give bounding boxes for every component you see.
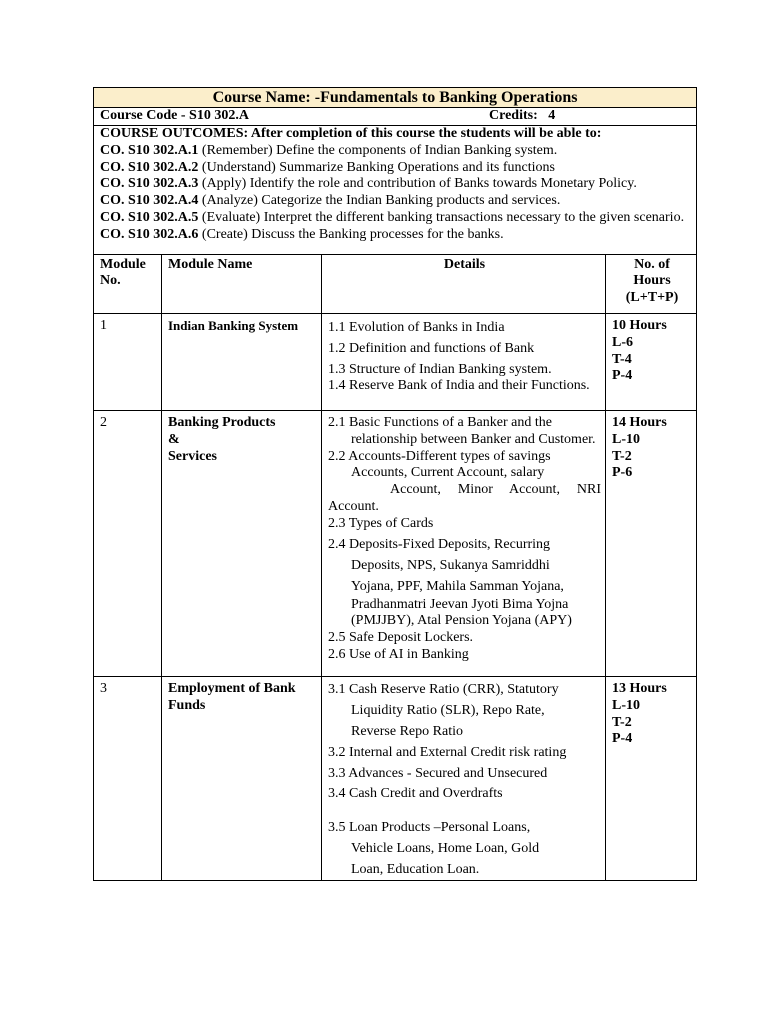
module-hours: 10 Hours L-6 T-4 P-4 [606,313,697,410]
module-details: 1.1 Evolution of Banks in India 1.2 Definition and functions of Bank 1.3 Structure of Indian Banking system. 1.4 Reserve Bank of India and their Functions. [322,313,606,410]
header-module-name: Module Name [162,254,322,313]
header-details: Details [322,254,606,313]
header-module-no: Module No. [94,254,162,313]
table-header-row [94,254,697,313]
module-details: 3.1 Cash Reserve Ratio (CRR), Statutory Liquidity Ratio (SLR), Repo Rate, Reverse Repo Ratio 3.2 Internal and External Credit risk rating 3.3 Advances - Secured and Unsecured 3.4 Cash Credit and Overdrafts 3.5 Loan Products –Personal Loans, Vehicle Loans, Home Loan, Gold Loan, Education Loan. [322,676,606,880]
outcome-item: CO. S10 302.A.4 (Analyze) Categorize the Indian Banking products and services. [100,193,561,209]
module-name: Indian Banking System [162,313,322,410]
course-code-row [94,108,697,126]
outcome-item: CO. S10 302.A.2 (Understand) Summarize Banking Operations and its functions [100,159,555,175]
table-row [94,410,697,676]
outcome-item: CO. S10 302.A.5 (Evaluate) Interpret the different banking transactions necessary to the given scenario. [100,209,685,225]
outcome-item: CO. S10 302.A.3 (Apply) Identify the role and contribution of Banks towards Monetary Policy. [100,176,637,192]
module-no: 1 [94,313,162,410]
module-hours: 14 Hours L-10 T-2 P-6 [606,410,697,676]
module-no: 3 [94,676,162,880]
table-row [94,313,697,410]
course-title: Course Name: -Fundamentals to Banking Operations [94,88,697,108]
table-row [94,676,697,880]
course-credits: Credits: 4 [489,108,556,123]
module-name: Employment of Bank Funds [162,676,322,880]
outcome-item: CO. S10 302.A.6 (Create) Discuss the Banking processes for the banks. [100,226,504,242]
module-name: Banking Products & Services [162,410,322,676]
module-no: 2 [94,410,162,676]
header-hours: No. of Hours (L+T+P) [606,254,697,313]
module-hours: 13 Hours L-10 T-2 P-4 [606,676,697,880]
syllabus-table [93,87,697,881]
course-code: Course Code - S10 302.A [100,108,249,123]
module-details: 2.1 Basic Functions of a Banker and the relationship between Banker and Customer. 2.2 Accounts-Different types of savings Accounts, Current Account, salary Account, Minor Account, NRI Account. 2.3 Types of Cards 2.4 Deposits-Fixed Deposits, Recurring Deposits, NPS, Sukanya Samriddhi Yojana, PPF, Mahila Samman Yojana, Pradhanmatri Jeevan Jyoti Bima Yojna (PMJJBY), Atal Pension Yojana (APY) 2.5 Safe Deposit Lockers. 2.6 Use of AI in Banking [322,410,606,676]
outcomes-heading: COURSE OUTCOMES: After completion of this course the students will be able to: [100,126,602,141]
course-outcomes [94,126,697,255]
outcome-item: CO. S10 302.A.1 (Remember) Define the components of Indian Banking system. [100,142,558,158]
